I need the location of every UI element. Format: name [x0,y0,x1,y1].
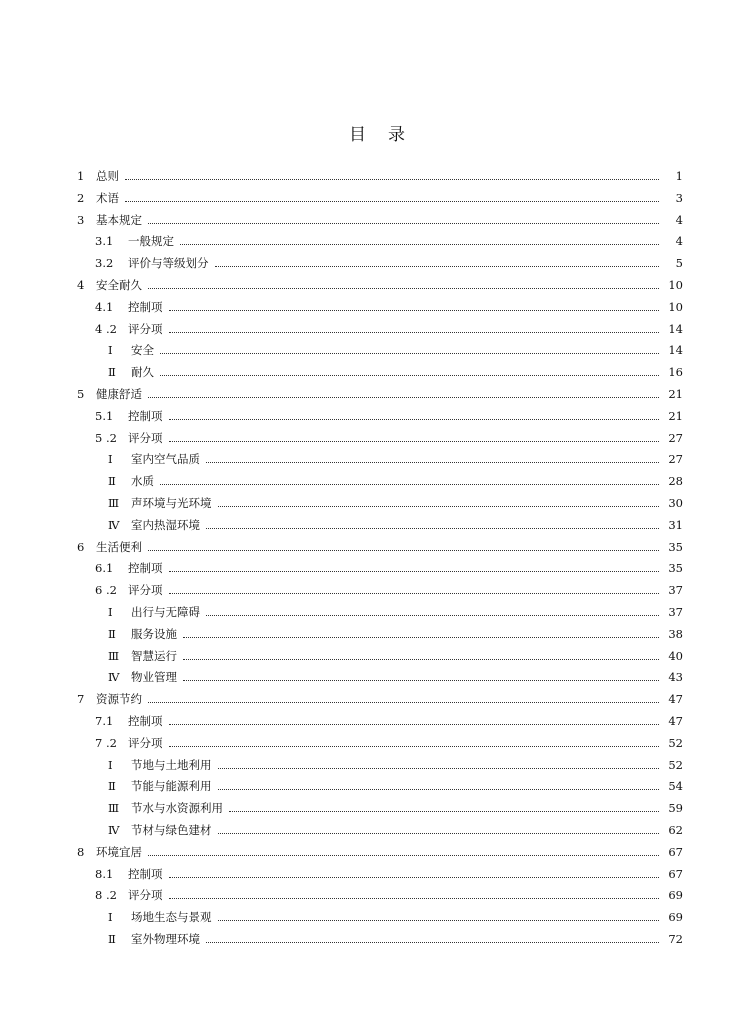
toc-entry-title: 室内热湿环境 [131,517,200,532]
toc-entry-title: 评分项 [128,888,163,903]
toc-leader-dots [218,832,660,834]
toc-entry-number: Ⅳ [108,517,120,532]
toc-entry-page: 35 [668,561,683,576]
toc-entry-page: 14 [668,343,683,358]
toc-entry-page: 37 [668,605,683,619]
toc-entry-title: 评价与等级划分 [128,256,209,271]
toc-entry[interactable] [0,318,754,340]
toc-entry[interactable] [0,383,754,405]
toc-entry-number: 1 [77,169,85,183]
toc-entry-page: 67 [668,844,683,859]
toc-entry[interactable] [0,797,754,819]
toc-entry-number: Ⅰ [108,605,113,619]
toc-entry-title: 评分项 [128,321,163,336]
toc-entry-number: 8 .2 [95,888,117,903]
toc-entry[interactable] [0,230,754,252]
toc-entry-page: 72 [668,932,683,946]
toc-entry-number: Ⅲ [108,496,120,510]
page-title-char-1: 目 [349,125,366,145]
toc-entry[interactable] [0,448,754,470]
toc-leader-dots [169,745,660,747]
toc-entry-number: 4.1 [95,299,114,314]
toc-entry[interactable] [0,666,754,688]
toc-entry-title: 服务设施 [131,626,177,641]
toc-entry[interactable] [0,405,754,427]
toc-entry-page: 69 [668,910,683,925]
toc-entry-page: 4 [675,234,683,249]
toc-entry-title: 智慧运行 [131,648,177,663]
toc-entry-number: 5 .2 [95,430,117,445]
toc-entry-page: 30 [668,496,683,510]
toc-entry-number: Ⅰ [108,452,113,467]
toc-leader-dots [148,396,659,398]
toc-entry-title: 节水与水资源利用 [131,801,223,816]
page-title [0,120,754,145]
toc-entry[interactable] [0,361,754,383]
toc-entry-number: 3.1 [95,234,114,249]
toc-entry[interactable] [0,296,754,318]
toc-entry-number: 5 [77,387,85,401]
toc-entry-title: 评分项 [128,583,163,598]
toc-entry-title: 控制项 [128,714,163,728]
toc-entry-page: 31 [668,517,683,532]
toc-entry-page: 54 [668,779,683,794]
toc-entry-title: 耐久 [131,365,154,380]
toc-leader-dots [169,876,660,878]
toc-entry-title: 场地生态与景观 [131,910,212,925]
toc-entry-number: 7 [77,692,85,707]
toc-entry-page: 59 [668,801,683,816]
toc-entry-title: 控制项 [128,408,163,423]
toc-entry-title: 安全 [131,343,154,358]
toc-entry-title: 评分项 [128,735,163,750]
toc-entry[interactable] [0,536,754,558]
toc-entry-title: 控制项 [128,866,163,881]
toc-entry-title: 环境宜居 [96,844,142,859]
toc-entry-page: 28 [668,474,683,489]
toc-entry-number: 8.1 [95,866,114,881]
toc-entry-page: 3 [675,190,683,205]
toc-leader-dots [215,265,660,267]
toc-entry-title: 评分项 [128,430,163,445]
toc-entry-page: 62 [668,823,683,837]
toc-entry[interactable] [0,209,754,231]
toc-entry-number: 5.1 [95,408,114,423]
toc-entry-number: Ⅰ [108,343,113,358]
toc-entry[interactable] [0,492,754,514]
toc-leader-dots [169,897,660,899]
toc-entry-number: Ⅱ [108,932,116,946]
toc-entry-title: 一般规定 [128,234,174,249]
toc-entry-page: 52 [668,735,683,750]
toc-entry-number: Ⅰ [108,757,113,772]
toc-entry[interactable] [0,427,754,449]
toc-entry[interactable] [0,819,754,841]
toc-leader-dots [148,854,659,856]
toc-leader-dots [218,767,660,769]
toc-entry[interactable] [0,841,754,863]
toc-entry-number: Ⅱ [108,474,116,489]
toc-leader-dots [183,636,659,638]
toc-entry-page: 43 [668,670,683,685]
toc-entry[interactable] [0,339,754,361]
toc-entry-page: 27 [668,452,683,467]
toc-entry-title: 控制项 [128,561,163,576]
toc-entry-number: Ⅱ [108,779,116,794]
toc-entry-title: 室外物理环境 [131,932,200,946]
toc-entry-page: 10 [668,299,683,314]
toc-entry[interactable] [0,165,754,187]
toc-leader-dots [206,941,659,943]
toc-entry-page: 21 [668,408,683,423]
toc-leader-dots [206,614,659,616]
toc-leader-dots [169,309,660,311]
toc-leader-dots [218,505,660,507]
toc-entry-page: 69 [668,888,683,903]
toc-entry-number: 7 .2 [95,735,117,750]
toc-entry-number: Ⅱ [108,626,116,641]
toc-entry-page: 37 [668,583,683,598]
toc-entry-page: 47 [668,692,683,707]
toc-leader-dots [169,592,660,594]
toc-leader-dots [148,701,659,703]
toc-entry[interactable] [0,557,754,579]
toc-entry[interactable] [0,274,754,296]
toc-entry-page: 35 [668,539,683,554]
toc-entry-page: 10 [668,278,683,292]
toc-entry[interactable] [0,775,754,797]
toc-entry-page: 47 [668,714,683,728]
toc-entry[interactable] [0,252,754,274]
toc-entry-title: 健康舒适 [96,387,142,401]
toc-leader-dots [148,222,659,224]
toc-entry-title: 出行与无障碍 [131,605,200,619]
toc-entry-title: 节材与绿色建材 [131,823,212,837]
toc-entry-title: 资源节约 [96,692,142,707]
toc-entry[interactable] [0,601,754,623]
toc-entry-title: 声环境与光环境 [131,496,212,510]
toc-entry-page: 5 [675,256,683,271]
toc-leader-dots [169,570,660,572]
toc-entry-title: 基本规定 [96,212,142,227]
toc-leader-dots [148,287,659,289]
toc-entry-title: 节地与土地利用 [131,757,212,772]
toc-entry-page: 52 [668,757,683,772]
toc-entry-page: 40 [668,648,683,663]
toc-entry-page: 21 [668,387,683,401]
toc-entry[interactable] [0,884,754,906]
toc-entry-number: 3.2 [95,256,114,271]
toc-entry-title: 生活便利 [96,539,142,554]
toc-entry-number: 4 [77,278,85,292]
toc-entry[interactable] [0,645,754,667]
toc-leader-dots [160,352,659,354]
toc-entry[interactable] [0,863,754,885]
toc-leader-dots [218,919,660,921]
toc-entry-number: Ⅰ [108,910,113,925]
toc-leader-dots [125,178,659,180]
toc-leader-dots [218,788,660,790]
toc-leader-dots [169,418,660,420]
toc-entry-number: 7.1 [95,714,114,728]
toc-entry-number: 6 .2 [95,583,117,598]
toc-entry-page: 4 [675,212,683,227]
toc-leader-dots [160,374,659,376]
toc-entry-page: 38 [668,626,683,641]
toc-entry[interactable] [0,514,754,536]
toc-entry[interactable] [0,732,754,754]
toc-entry-title: 安全耐久 [96,278,142,292]
toc-entry-page: 14 [668,321,683,336]
toc-leader-dots [169,331,660,333]
toc-entry[interactable] [0,470,754,492]
toc-leader-dots [148,549,659,551]
toc-entry-number: 4 .2 [95,321,117,336]
toc-entry-number: 6.1 [95,561,114,576]
toc-entry[interactable] [0,187,754,209]
toc-leader-dots [206,527,659,529]
toc-leader-dots [169,723,660,725]
toc-leader-dots [169,440,660,442]
toc-entry-number: Ⅲ [108,801,120,816]
toc-entry-title: 室内空气品质 [131,452,200,467]
toc-leader-dots [160,483,659,485]
toc-leader-dots [180,243,659,245]
toc-entry[interactable] [0,754,754,776]
page-title-char-2: 录 [388,125,405,145]
toc-leader-dots [183,658,659,660]
toc-entry-page: 1 [675,169,683,183]
toc-entry-page: 67 [668,866,683,881]
toc-entry-page: 27 [668,430,683,445]
toc-entry-title: 总则 [96,169,119,183]
toc-entry-title: 控制项 [128,299,163,314]
toc-entry-page: 16 [668,365,683,380]
toc-entry-number: 8 [77,844,85,859]
toc-entry-title: 节能与能源利用 [131,779,212,794]
toc-leader-dots [229,810,659,812]
toc-leader-dots [183,679,659,681]
toc-entry[interactable] [0,710,754,732]
toc-leader-dots [125,200,659,202]
toc-entry-number: 6 [77,539,85,554]
toc-entry-title: 术语 [96,190,119,205]
toc-entry-title: 物业管理 [131,670,177,685]
toc-entry[interactable] [0,928,754,950]
toc-entry-number: 2 [77,190,85,205]
toc-entry-number: Ⅳ [108,670,120,685]
toc-entry[interactable] [0,579,754,601]
toc-entry-number: 3 [77,212,85,227]
toc-entry-number: Ⅲ [108,648,120,663]
toc-entry[interactable] [0,688,754,710]
toc-entry-title: 水质 [131,474,154,489]
toc-leader-dots [206,461,659,463]
toc-entry[interactable] [0,906,754,928]
toc-entry[interactable] [0,623,754,645]
toc-entry-number: Ⅳ [108,823,120,837]
toc-entry-number: Ⅱ [108,365,116,380]
